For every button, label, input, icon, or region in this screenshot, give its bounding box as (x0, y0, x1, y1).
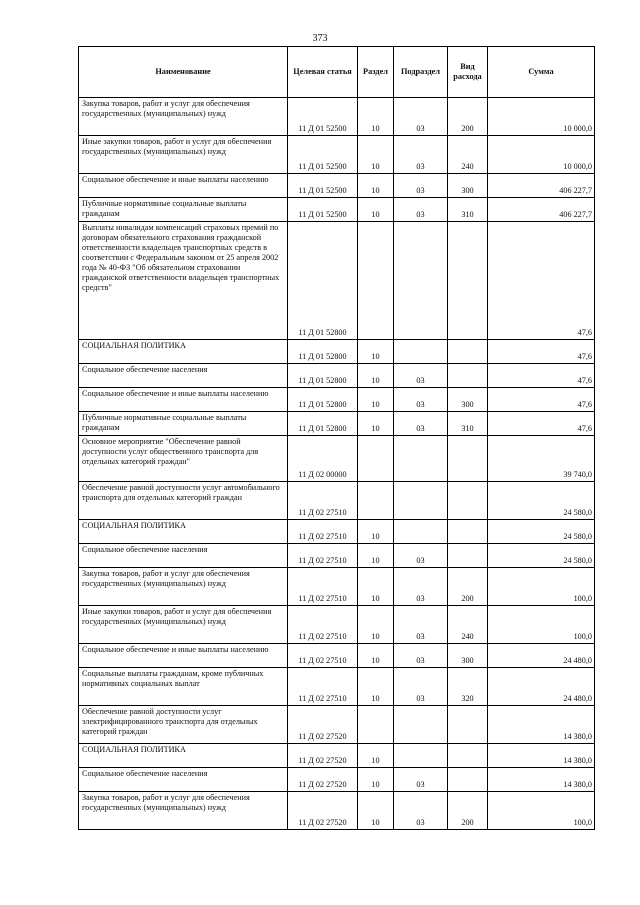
cell-target-article: 11 Д 02 27510 (288, 482, 358, 520)
cell-section: 10 (358, 768, 394, 792)
cell-section: 10 (358, 340, 394, 364)
cell-expense-type (448, 222, 488, 340)
table-row (79, 222, 595, 340)
cell-name: Иные закупки товаров, работ и услуг для обеспечения государственных (муниципальных) нужд (79, 136, 288, 174)
cell-section: 10 (358, 520, 394, 544)
cell-section: 10 (358, 568, 394, 606)
cell-name: СОЦИАЛЬНАЯ ПОЛИТИКА (79, 744, 288, 768)
cell-subsection (394, 482, 448, 520)
table-row (79, 198, 595, 222)
cell-expense-type (448, 436, 488, 482)
cell-name: Социальное обеспечение населения (79, 544, 288, 568)
table-row (79, 388, 595, 412)
cell-name: СОЦИАЛЬНАЯ ПОЛИТИКА (79, 520, 288, 544)
cell-subsection (394, 436, 448, 482)
cell-subsection (394, 520, 448, 544)
cell-expense-type (448, 706, 488, 744)
cell-subsection: 03 (394, 388, 448, 412)
cell-section: 10 (358, 412, 394, 436)
cell-target-article: 11 Д 01 52500 (288, 98, 358, 136)
header-subsection: Подраздел (394, 47, 448, 98)
cell-section: 10 (358, 644, 394, 668)
cell-expense-type: 200 (448, 568, 488, 606)
cell-name: Закупка товаров, работ и услуг для обеспечения государственных (муниципальных) нужд (79, 792, 288, 830)
table-row (79, 436, 595, 482)
cell-amount: 47,6 (488, 222, 595, 340)
cell-section: 10 (358, 388, 394, 412)
cell-name: Иные закупки товаров, работ и услуг для обеспечения государственных (муниципальных) нужд (79, 606, 288, 644)
cell-expense-type: 300 (448, 174, 488, 198)
cell-subsection: 03 (394, 174, 448, 198)
header-section: Раздел (358, 47, 394, 98)
header-amount: Сумма (488, 47, 595, 98)
cell-name: Выплаты инвалидам компенсаций страховых премий по договорам обязательного страхования гражданской ответственности владельцев транспортных средств в соответствии с Федеральным законом от 25 апреля 2002 года № 40-ФЗ "Об обязательном страховании гражданской ответственности владельцев транспортных средств" (79, 222, 288, 340)
cell-name: Закупка товаров, работ и услуг для обеспечения государственных (муниципальных) нужд (79, 98, 288, 136)
cell-target-article: 11 Д 02 00000 (288, 436, 358, 482)
cell-amount: 10 000,0 (488, 136, 595, 174)
cell-amount: 47,6 (488, 364, 595, 388)
cell-subsection: 03 (394, 792, 448, 830)
cell-subsection (394, 744, 448, 768)
cell-name: Социальное обеспечение и иные выплаты населению (79, 388, 288, 412)
cell-name: Социальные выплаты гражданам, кроме публичных нормативных социальных выплат (79, 668, 288, 706)
cell-subsection (394, 222, 448, 340)
cell-section (358, 706, 394, 744)
header-target-article: Целевая статья (288, 47, 358, 98)
cell-target-article: 11 Д 01 52800 (288, 412, 358, 436)
cell-name: Социальное обеспечение населения (79, 364, 288, 388)
cell-subsection: 03 (394, 544, 448, 568)
cell-section: 10 (358, 364, 394, 388)
cell-section: 10 (358, 544, 394, 568)
cell-expense-type: 300 (448, 644, 488, 668)
table-row (79, 412, 595, 436)
cell-amount: 10 000,0 (488, 98, 595, 136)
cell-section: 10 (358, 174, 394, 198)
cell-subsection: 03 (394, 412, 448, 436)
page-number: 373 (312, 33, 328, 44)
cell-amount: 406 227,7 (488, 198, 595, 222)
cell-subsection: 03 (394, 606, 448, 644)
cell-amount: 24 580,0 (488, 482, 595, 520)
cell-subsection: 03 (394, 198, 448, 222)
cell-target-article: 11 Д 01 52800 (288, 388, 358, 412)
cell-section: 10 (358, 606, 394, 644)
cell-section: 10 (358, 136, 394, 174)
table-row (79, 768, 595, 792)
cell-amount: 100,0 (488, 568, 595, 606)
cell-target-article: 11 Д 01 52500 (288, 198, 358, 222)
cell-expense-type: 240 (448, 606, 488, 644)
cell-target-article: 11 Д 02 27510 (288, 668, 358, 706)
cell-section: 10 (358, 198, 394, 222)
cell-subsection (394, 706, 448, 744)
table-row (79, 792, 595, 830)
header-name: Наименование (79, 47, 288, 98)
cell-expense-type (448, 364, 488, 388)
cell-amount: 47,6 (488, 340, 595, 364)
cell-target-article: 11 Д 02 27510 (288, 644, 358, 668)
cell-expense-type (448, 520, 488, 544)
cell-name: Основное мероприятие "Обеспечение равной доступности услуг общественного транспорта для отдельных категорий граждан" (79, 436, 288, 482)
cell-target-article: 11 Д 01 52800 (288, 340, 358, 364)
cell-amount: 100,0 (488, 606, 595, 644)
table-row (79, 136, 595, 174)
cell-target-article: 11 Д 02 27510 (288, 568, 358, 606)
cell-amount: 47,6 (488, 412, 595, 436)
header-row (79, 47, 595, 98)
cell-amount: 14 380,0 (488, 706, 595, 744)
cell-amount: 14 380,0 (488, 744, 595, 768)
budget-table (78, 46, 595, 830)
cell-target-article: 11 Д 01 52500 (288, 136, 358, 174)
cell-target-article: 11 Д 01 52500 (288, 174, 358, 198)
cell-amount: 406 227,7 (488, 174, 595, 198)
table-row (79, 606, 595, 644)
cell-subsection (394, 340, 448, 364)
cell-target-article: 11 Д 02 27520 (288, 706, 358, 744)
cell-subsection: 03 (394, 768, 448, 792)
cell-target-article: 11 Д 02 27520 (288, 744, 358, 768)
cell-name: Социальное обеспечение населения (79, 768, 288, 792)
cell-section: 10 (358, 744, 394, 768)
cell-expense-type: 240 (448, 136, 488, 174)
table-row (79, 744, 595, 768)
cell-name: Закупка товаров, работ и услуг для обеспечения государственных (муниципальных) нужд (79, 568, 288, 606)
cell-amount: 39 740,0 (488, 436, 595, 482)
cell-section: 10 (358, 668, 394, 706)
cell-target-article: 11 Д 02 27510 (288, 544, 358, 568)
cell-expense-type: 320 (448, 668, 488, 706)
cell-subsection: 03 (394, 136, 448, 174)
table-row (79, 520, 595, 544)
cell-amount: 47,6 (488, 388, 595, 412)
cell-expense-type (448, 482, 488, 520)
cell-name: Обеспечение равной доступности услуг электрифицированного транспорта для отдельных категорий граждан (79, 706, 288, 744)
cell-target-article: 11 Д 02 27510 (288, 520, 358, 544)
cell-subsection: 03 (394, 568, 448, 606)
cell-amount: 24 580,0 (488, 544, 595, 568)
cell-expense-type (448, 544, 488, 568)
cell-amount: 24 480,0 (488, 644, 595, 668)
cell-section: 10 (358, 792, 394, 830)
cell-name: Социальное обеспечение и иные выплаты населению (79, 174, 288, 198)
cell-name: Публичные нормативные социальные выплаты гражданам (79, 198, 288, 222)
cell-target-article: 11 Д 02 27520 (288, 768, 358, 792)
cell-target-article: 11 Д 01 52800 (288, 222, 358, 340)
cell-section (358, 436, 394, 482)
table-row (79, 644, 595, 668)
cell-expense-type: 200 (448, 792, 488, 830)
cell-subsection: 03 (394, 98, 448, 136)
cell-expense-type: 300 (448, 388, 488, 412)
cell-amount: 24 580,0 (488, 520, 595, 544)
cell-section (358, 482, 394, 520)
cell-name: Обеспечение равной доступности услуг автомобильного транспорта для отдельных категорий граждан (79, 482, 288, 520)
table-row (79, 364, 595, 388)
cell-target-article: 11 Д 02 27510 (288, 606, 358, 644)
cell-section: 10 (358, 98, 394, 136)
cell-amount: 14 380,0 (488, 768, 595, 792)
cell-expense-type: 200 (448, 98, 488, 136)
table-row (79, 174, 595, 198)
cell-name: Социальное обеспечение и иные выплаты населению (79, 644, 288, 668)
cell-expense-type: 310 (448, 198, 488, 222)
table-row (79, 340, 595, 364)
cell-amount: 24 480,0 (488, 668, 595, 706)
table-row (79, 544, 595, 568)
header-expense-type: Вид расхода (448, 47, 488, 98)
cell-amount: 100,0 (488, 792, 595, 830)
table-row (79, 706, 595, 744)
table-row (79, 568, 595, 606)
cell-subsection: 03 (394, 364, 448, 388)
table-row (79, 668, 595, 706)
table-row (79, 98, 595, 136)
cell-target-article: 11 Д 01 52800 (288, 364, 358, 388)
table-row (79, 482, 595, 520)
cell-name: Публичные нормативные социальные выплаты гражданам (79, 412, 288, 436)
cell-expense-type (448, 768, 488, 792)
cell-name: СОЦИАЛЬНАЯ ПОЛИТИКА (79, 340, 288, 364)
cell-target-article: 11 Д 02 27520 (288, 792, 358, 830)
cell-subsection: 03 (394, 644, 448, 668)
cell-section (358, 222, 394, 340)
cell-expense-type (448, 744, 488, 768)
cell-expense-type (448, 340, 488, 364)
cell-expense-type: 310 (448, 412, 488, 436)
cell-subsection: 03 (394, 668, 448, 706)
